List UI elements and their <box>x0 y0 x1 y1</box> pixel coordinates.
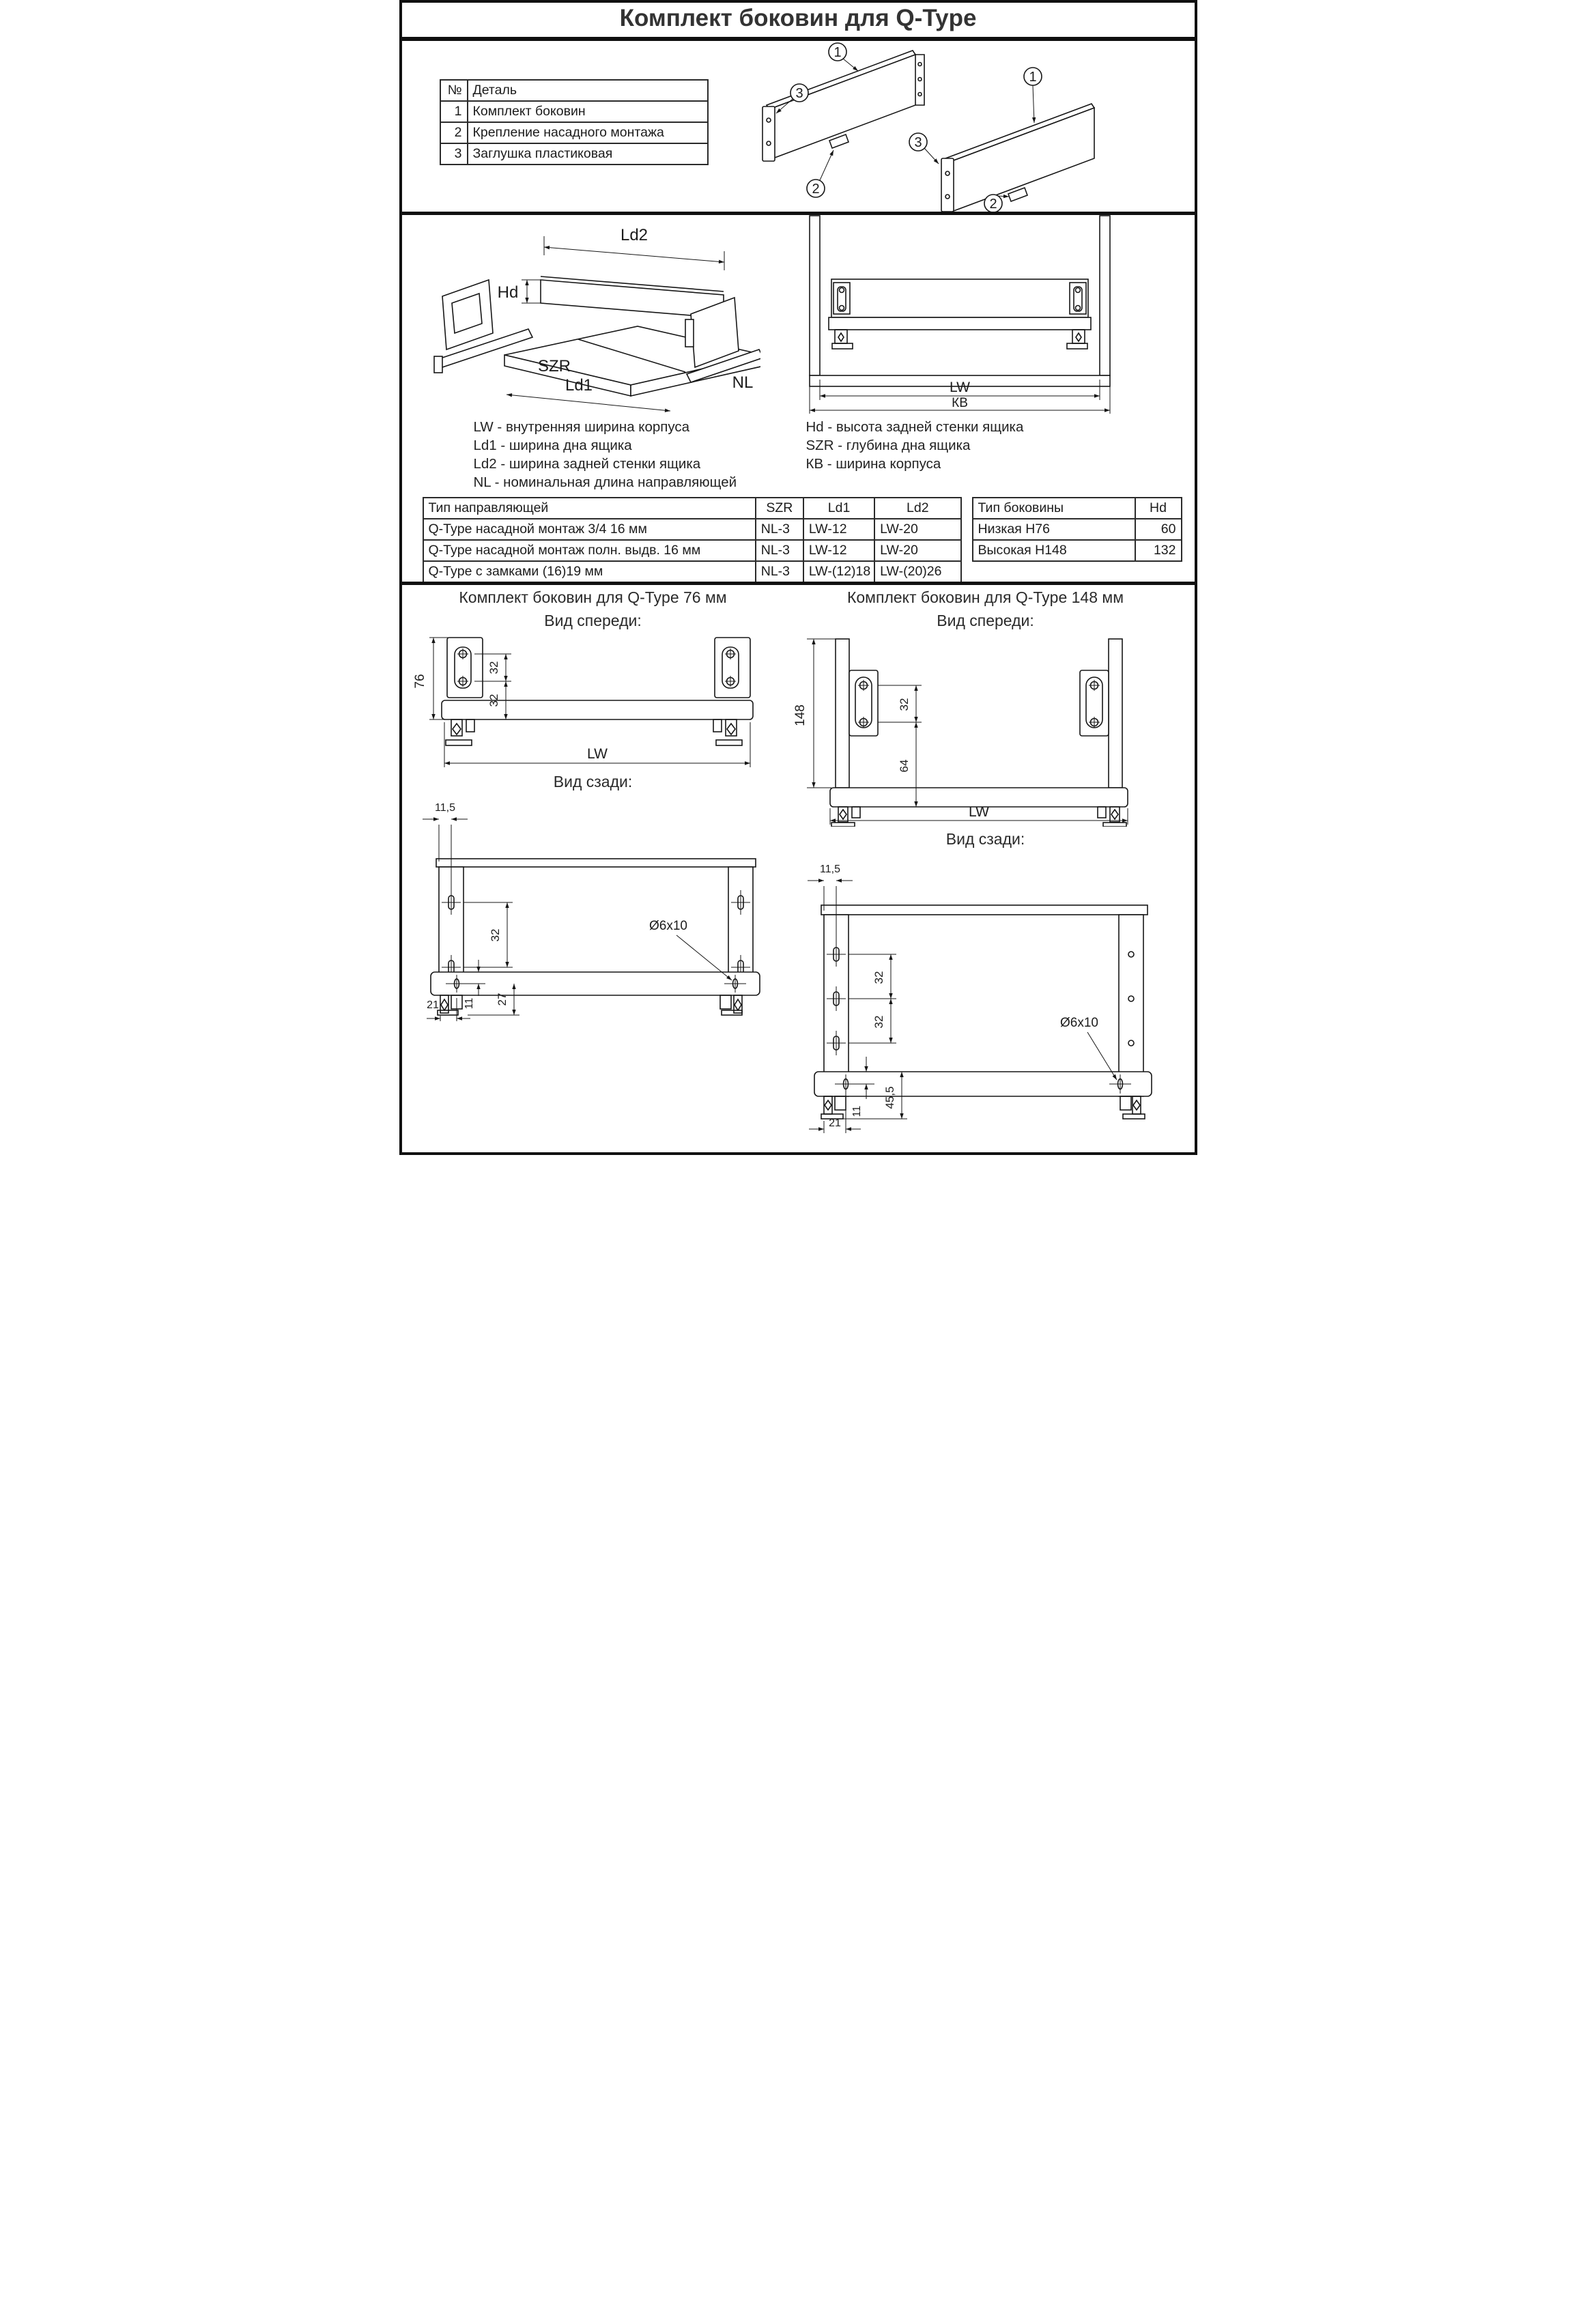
cell-rail-type: Q-Type насадной монтаж 3/4 16 мм <box>423 519 756 540</box>
dim-label-11: 11 <box>851 1105 863 1117</box>
dim-label-lw: LW <box>586 746 608 762</box>
cell-szr: NL-3 <box>756 519 803 540</box>
front-view-label-148: Вид спереди: <box>937 612 1034 629</box>
dim-label-lw: LW <box>968 804 989 820</box>
table-row <box>440 143 708 165</box>
dim-label-hole: Ø6x10 <box>1059 1016 1098 1030</box>
callout-1: 1 <box>833 45 842 60</box>
col-header-num: № <box>440 80 468 101</box>
cell-ld1: LW-(12)18 <box>803 561 874 582</box>
table-row <box>423 561 961 582</box>
cell-ld1: LW-12 <box>803 540 874 561</box>
cell-num: 1 <box>440 101 468 122</box>
iso-exploded-drawing <box>419 217 760 413</box>
side-panel-table <box>972 497 1182 562</box>
front-view-76-drawing <box>409 632 767 772</box>
col-header: SZR <box>756 498 803 519</box>
cell-hd: 132 <box>1135 540 1182 561</box>
col-header: Ld2 <box>874 498 960 519</box>
dim-label-32: 32 <box>897 698 911 711</box>
divider-section-2 <box>402 582 1195 585</box>
dim-label-32: 32 <box>487 661 500 674</box>
legend-item: КВ - ширина корпуса <box>806 456 941 472</box>
bottom-panel-and-rails <box>431 972 760 1015</box>
right-side-panel <box>941 104 1094 213</box>
bottom-panel-and-rails <box>814 1072 1152 1119</box>
dim-label-21: 21 <box>426 999 439 1011</box>
cabinet-front-view <box>793 208 1127 416</box>
plastic-cap <box>763 106 775 161</box>
dim-label-64: 64 <box>897 759 911 773</box>
drawing-sheet <box>399 0 1197 1155</box>
cell-num: 2 <box>440 122 468 143</box>
cell-detail: Крепление насадного монтажа <box>468 122 708 143</box>
callout-3: 3 <box>795 86 803 101</box>
table-row <box>423 519 961 540</box>
cell-type: Низкая H76 <box>973 519 1135 540</box>
cell-hd: 60 <box>1135 519 1182 540</box>
dim-label-11: 11 <box>463 997 475 1010</box>
callout-2: 2 <box>988 197 997 212</box>
dim-label-32: 32 <box>872 971 885 984</box>
dim-label-45-5: 45,5 <box>883 1086 896 1109</box>
cell-ld2: LW-(20)26 <box>874 561 960 582</box>
dim-label-11-5: 11,5 <box>434 802 455 814</box>
cell-detail: Комплект боковин <box>468 101 708 122</box>
callout-2: 2 <box>811 182 820 197</box>
back-panel-and-plates <box>821 905 1148 1096</box>
dim-label-21: 21 <box>828 1117 841 1129</box>
table-row <box>973 519 1182 540</box>
cell-detail: Заглушка пластиковая <box>468 143 708 165</box>
dim-label-hd: Hd <box>497 283 518 302</box>
rear-view-label-148: Вид сзади: <box>945 830 1025 848</box>
front-view-label-76: Вид спереди: <box>544 612 642 629</box>
cell-ld2: LW-20 <box>874 540 960 561</box>
dim-label-hole: Ø6x10 <box>649 919 687 933</box>
legend-left <box>474 418 737 491</box>
dim-label-ld2: Ld2 <box>620 226 648 244</box>
legend-item: Ld1 - ширина дна ящика <box>473 438 632 453</box>
dim-label-nl: NL <box>732 373 753 392</box>
cell-ld1: LW-12 <box>803 519 874 540</box>
rear-view-76-drawing <box>410 793 772 1022</box>
table-row <box>423 540 961 561</box>
cell-rail-type: Q-Type насадной монтаж полн. выдв. 16 мм <box>423 540 756 561</box>
left-side-panel <box>763 51 924 161</box>
dim-label-szr: SZR <box>537 357 571 375</box>
side-panels-and-brackets <box>836 639 1122 788</box>
rear-view-label-76: Вид сзади: <box>553 773 633 790</box>
legend-item: Ld2 - ширина задней стенки ящика <box>473 456 701 472</box>
dim-label-76: 76 <box>412 674 427 689</box>
callout-1: 1 <box>1028 70 1037 85</box>
dim-label-32: 32 <box>487 694 500 707</box>
rear-view-148-drawing <box>793 852 1175 1139</box>
dim-label-148: 148 <box>793 704 808 726</box>
table-row <box>973 540 1182 561</box>
cell-szr: NL-3 <box>756 540 803 561</box>
dim-label-ld1: Ld1 <box>565 376 593 395</box>
col-header: Hd <box>1135 498 1182 519</box>
plastic-cap <box>941 158 954 212</box>
dim-label-11-5: 11,5 <box>819 864 840 875</box>
dim-label-lw: LW <box>949 380 970 395</box>
section-76-title: Комплект боковин для Q-Type 76 мм <box>459 588 727 606</box>
rail-header-row <box>423 498 961 519</box>
col-header-detail: Деталь <box>468 80 708 101</box>
cell-num: 3 <box>440 143 468 165</box>
cell-rail-type: Q-Type с замками (16)19 мм <box>423 561 756 582</box>
table-row <box>440 122 708 143</box>
section-148-title: Комплект боковин для Q-Type 148 мм <box>846 588 1124 606</box>
dim-label-27: 27 <box>495 993 509 1006</box>
legend-item: LW - внутренняя ширина корпуса <box>473 419 690 435</box>
cell-type: Высокая H148 <box>973 540 1135 561</box>
legend-item: SZR - глубина дна ящика <box>806 438 971 453</box>
dim-label-32: 32 <box>488 928 502 942</box>
side-header-row <box>973 498 1182 519</box>
dim-label-32: 32 <box>872 1015 885 1029</box>
cell-szr: NL-3 <box>756 561 803 582</box>
page-title: Комплект боковин для Q-Type <box>619 5 977 31</box>
dim-label-kb: КВ <box>951 396 968 410</box>
col-header: Тип боковины <box>973 498 1135 519</box>
rail-table <box>423 497 962 583</box>
callout-3: 3 <box>913 135 922 150</box>
parts-header-row <box>440 80 708 101</box>
iso-panels-drawing <box>757 40 1132 214</box>
legend-right <box>806 418 1024 473</box>
col-header: Тип направляющей <box>423 498 756 519</box>
table-row <box>440 101 708 122</box>
col-header: Ld1 <box>803 498 874 519</box>
legend-item: NL - номинальная длина направляющей <box>473 474 737 490</box>
cell-ld2: LW-20 <box>874 519 960 540</box>
parts-table <box>440 79 709 165</box>
legend-item: Hd - высота задней стенки ящика <box>806 419 1024 435</box>
drawer-assembly <box>829 279 1091 349</box>
front-view-148-drawing <box>788 632 1170 827</box>
